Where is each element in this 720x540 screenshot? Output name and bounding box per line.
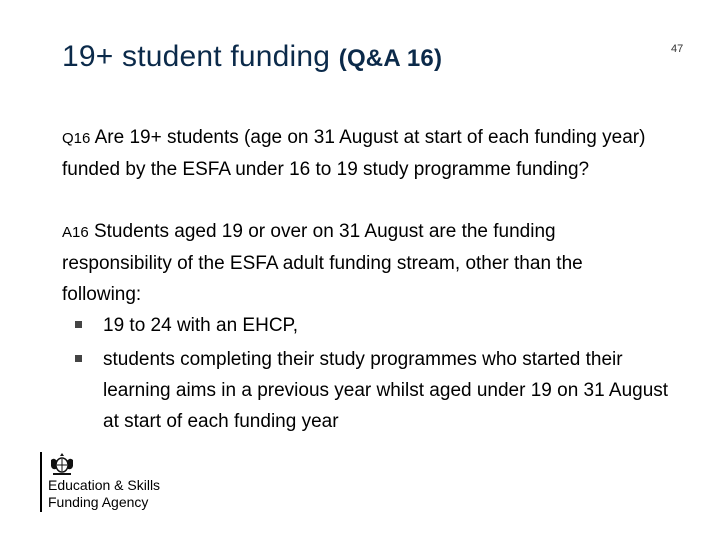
answer-text: Students aged 19 or over on 31 August are the funding responsibility of the ESFA adult funding stream, other than the following: (62, 221, 583, 305)
answer-tag: A16 (62, 224, 89, 241)
logo-divider (40, 452, 42, 512)
answer-paragraph (62, 216, 662, 310)
esfa-logo (40, 452, 180, 512)
question-paragraph (62, 122, 662, 185)
logo-line-2: Funding Agency (48, 494, 149, 510)
royal-crest-icon (48, 452, 76, 476)
bullet-list (75, 310, 675, 440)
question-text: Are 19+ students (age on 31 August at start of each funding year) funded by the ESFA under 16 to 19 study programme funding? (62, 127, 646, 180)
list-item: 19 to 24 with an EHCP, (75, 310, 675, 341)
slide-title (62, 40, 442, 74)
title-main: 19+ student funding (62, 40, 331, 73)
page-number: 47 (671, 43, 684, 55)
question-tag: Q16 (62, 130, 91, 147)
list-item: students completing their study programmes who started their learning aims in a previous year whilst aged under 19 on 31 August at start of each funding year (75, 344, 675, 437)
logo-line-1: Education & Skills (48, 477, 161, 493)
title-suffix: (Q&A 16) (338, 45, 443, 72)
